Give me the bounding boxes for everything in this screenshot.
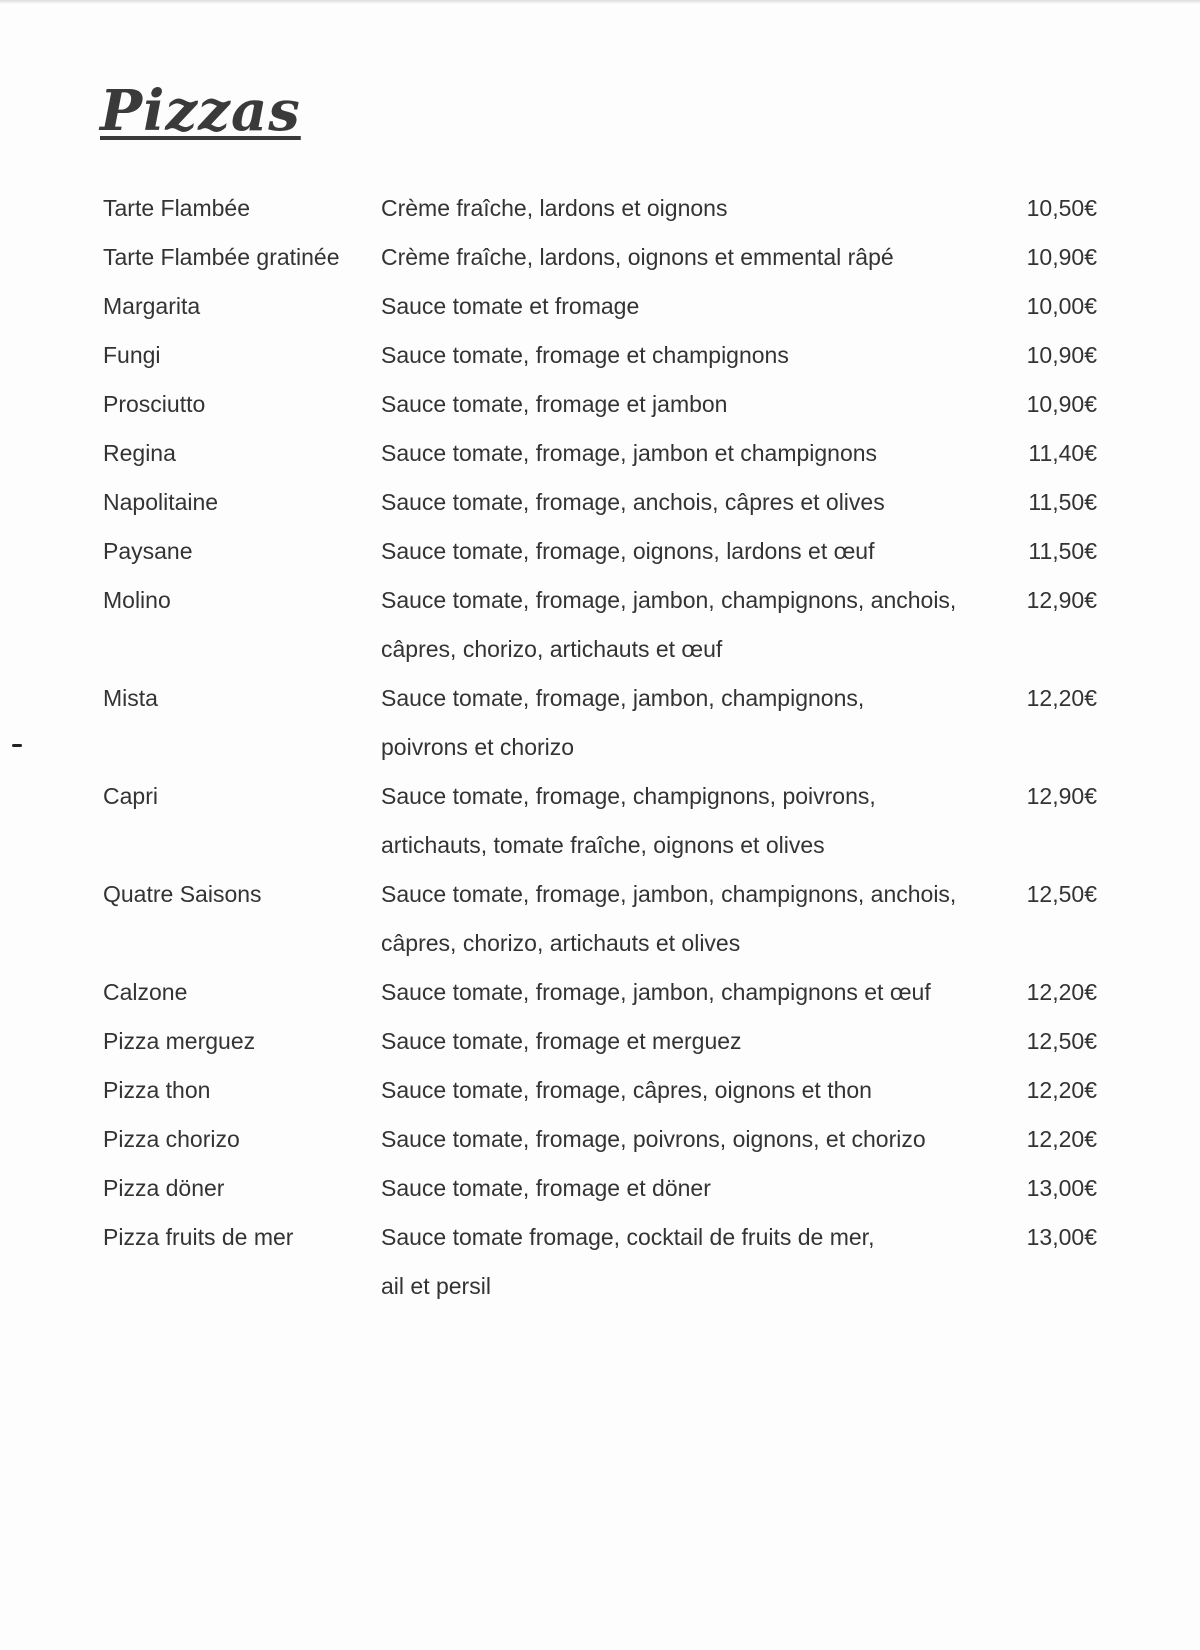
pizza-menu-list — [103, 184, 1103, 1311]
item-price: 12,50€ — [1026, 1028, 1097, 1054]
item-name: Tarte Flambée gratinée — [103, 244, 340, 270]
menu-item — [103, 478, 1103, 527]
item-name: Fungi — [103, 342, 161, 368]
menu-item — [103, 282, 1103, 331]
item-description-line: Sauce tomate, fromage, champignons, poivrons, — [381, 783, 876, 809]
item-description-line: Sauce tomate, fromage, jambon, champignons, — [381, 685, 865, 711]
item-description-line: artichauts, tomate fraîche, oignons et olives — [381, 832, 825, 858]
menu-item — [103, 527, 1103, 576]
item-name: Margarita — [103, 293, 201, 319]
item-price: 10,90€ — [1026, 391, 1097, 417]
menu-item — [103, 331, 1103, 380]
item-description — [381, 968, 1007, 1017]
item-name: Quatre Saisons — [103, 881, 262, 907]
menu-item — [103, 674, 1103, 772]
item-name: Molino — [103, 587, 171, 613]
item-description-line: Crème fraîche, lardons et oignons — [381, 195, 728, 221]
scan-edge — [0, 0, 1200, 4]
item-description-line: câpres, chorizo, artichauts et olives — [381, 930, 741, 956]
item-name: Paysane — [103, 538, 193, 564]
item-description — [381, 331, 1007, 380]
item-description — [381, 1115, 1007, 1164]
item-description-line: Sauce tomate, fromage, poivrons, oignons, et chorizo — [381, 1126, 926, 1152]
item-description-line: Sauce tomate, fromage, câpres, oignons et thon — [381, 1077, 872, 1103]
item-price: 11,40€ — [1028, 440, 1097, 466]
item-price: 13,00€ — [1026, 1175, 1097, 1201]
item-description-line: Sauce tomate fromage, cocktail de fruits de mer, — [381, 1224, 875, 1250]
item-name: Pizza döner — [103, 1175, 225, 1201]
item-price: 12,50€ — [1026, 881, 1097, 907]
item-name: Pizza fruits de mer — [103, 1224, 294, 1250]
item-description-line: Sauce tomate, fromage et jambon — [381, 391, 728, 417]
item-price: 10,90€ — [1026, 244, 1097, 270]
menu-item — [103, 1115, 1103, 1164]
menu-item — [103, 1164, 1103, 1213]
item-name: Pizza merguez — [103, 1028, 256, 1054]
item-description — [381, 380, 1007, 429]
item-price: 12,20€ — [1026, 1077, 1097, 1103]
menu-item — [103, 1066, 1103, 1115]
item-name: Regina — [103, 440, 176, 466]
menu-item — [103, 184, 1103, 233]
menu-item — [103, 870, 1103, 968]
menu-item — [103, 429, 1103, 478]
item-description-line: Sauce tomate, fromage et merguez — [381, 1028, 742, 1054]
item-description — [381, 674, 1007, 772]
menu-item — [103, 772, 1103, 870]
item-description — [381, 1017, 1007, 1066]
item-description-line: Sauce tomate, fromage et champignons — [381, 342, 789, 368]
item-description — [381, 1066, 1007, 1115]
item-description-line: Sauce tomate, fromage, jambon, champignons, anchois, — [381, 587, 957, 613]
menu-item — [103, 576, 1103, 674]
item-description-line: Sauce tomate et fromage — [381, 293, 640, 319]
item-price: 11,50€ — [1028, 489, 1097, 515]
item-description — [381, 772, 1007, 870]
item-description-line: Sauce tomate, fromage, oignons, lardons et œuf — [381, 538, 875, 564]
item-description-line: poivrons et chorizo — [381, 734, 575, 760]
item-price: 12,90€ — [1026, 783, 1097, 809]
item-name: Pizza chorizo — [103, 1126, 240, 1152]
menu-item — [103, 380, 1103, 429]
item-price: 11,50€ — [1028, 538, 1097, 564]
item-description — [381, 870, 1007, 968]
menu-item — [103, 968, 1103, 1017]
item-name: Prosciutto — [103, 391, 206, 417]
item-description-line: Sauce tomate, fromage, jambon et champignons — [381, 440, 878, 466]
item-description — [381, 233, 1007, 282]
item-description-line: Sauce tomate, fromage et döner — [381, 1175, 711, 1201]
item-name: Mista — [103, 685, 158, 711]
item-description — [381, 1164, 1007, 1213]
item-description-line: Sauce tomate, fromage, jambon, champignons, anchois, — [381, 881, 957, 907]
menu-item — [103, 1213, 1103, 1311]
item-price: 12,20€ — [1026, 685, 1097, 711]
item-price: 13,00€ — [1026, 1224, 1097, 1250]
menu-item — [103, 233, 1103, 282]
menu-item — [103, 1017, 1103, 1066]
item-name: Tarte Flambée — [103, 195, 251, 221]
item-description — [381, 478, 1007, 527]
item-description-line: câpres, chorizo, artichauts et œuf — [381, 636, 723, 662]
item-description-line: ail et persil — [381, 1273, 491, 1299]
item-name: Calzone — [103, 979, 188, 1005]
item-description — [381, 576, 1007, 674]
item-price: 10,90€ — [1026, 342, 1097, 368]
scan-speck — [12, 744, 22, 747]
item-description — [381, 282, 1007, 331]
item-description — [381, 429, 1007, 478]
item-description-line: Sauce tomate, fromage, anchois, câpres et olives — [381, 489, 885, 515]
item-description — [381, 1213, 1007, 1311]
item-name: Pizza thon — [103, 1077, 211, 1103]
item-name: Napolitaine — [103, 489, 219, 515]
item-price: 10,50€ — [1026, 195, 1097, 221]
item-price: 12,90€ — [1026, 587, 1097, 613]
item-description-line: Sauce tomate, fromage, jambon, champignons et œuf — [381, 979, 931, 1005]
item-description — [381, 527, 1007, 576]
page-title: Pizzas — [100, 78, 301, 144]
item-price: 12,20€ — [1026, 1126, 1097, 1152]
item-description-line: Crème fraîche, lardons, oignons et emmental râpé — [381, 244, 894, 270]
item-description — [381, 184, 1007, 233]
item-price: 12,20€ — [1026, 979, 1097, 1005]
item-name: Capri — [103, 783, 158, 809]
item-price: 10,00€ — [1026, 293, 1097, 319]
